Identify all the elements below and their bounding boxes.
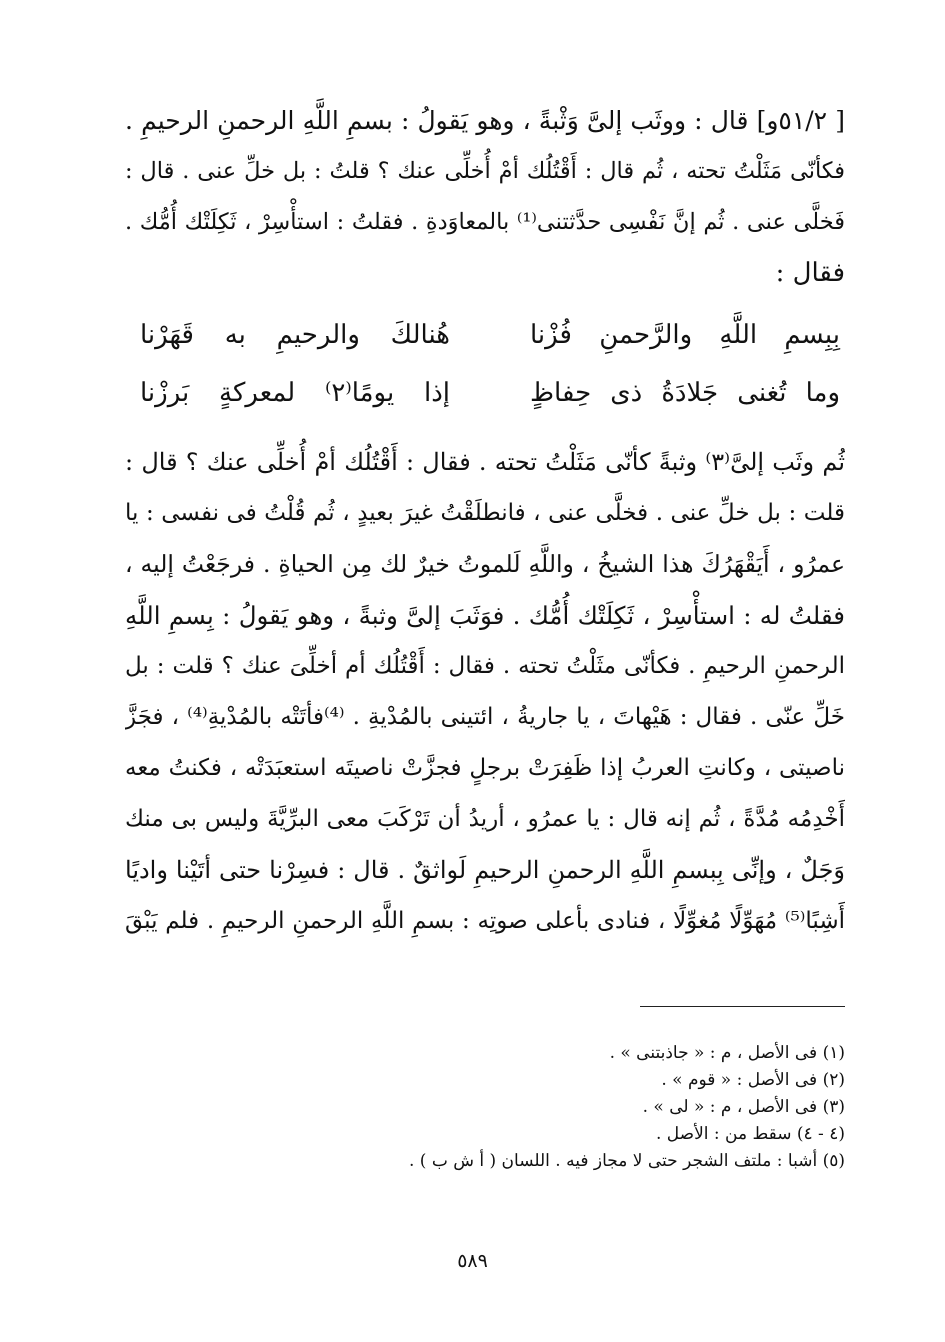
- text-line: وَجَلٌ ، وإنِّى بِبسمِ اللَّهِ الرحمنِ الرحيمِ لَواثقٌ . قال : فسِرْنا حتى أتَيْنا واديًا: [125, 856, 845, 884]
- text-line: فكأنّى مَثَلْتُ تحته ، ثُم قال : أَقْتُلُك أمْ أُخلِّى عنك ؟ قلتُ : بل خلِّ عنى . قال :: [125, 158, 845, 184]
- poem: [140, 320, 840, 430]
- text-line: الرحمنِ الرحيمِ . فكأنّى مثَلْتُ تحته . فقال : أَقْتُلُك أم أخلِّىَ عنك ؟ قلت : بل: [125, 653, 845, 679]
- text-line: [ ٥١/٢و] قال : ووثَب إلىَّ وَثْبةً ، وهو يَقولُ : بسمِ اللَّهِ الرحمنِ الرحيمِ .: [125, 106, 845, 135]
- poem-hemistich-second: هُنالكَ والرحيمِ به قَهَرْنا: [140, 320, 450, 350]
- text-line: أَشِبًا⁽⁵⁾ مُهَوِّلًا مُغوِّلًا ، فنادى بأعلى صوتِه : بسمِ اللَّهِ الرحمنِ الرحيمِ . فلم يَبْقَ: [125, 908, 845, 934]
- text-line: خَلِّ عنّى . فقال : هَيْهاتَ ، يا جاريةُ ، ائتينى بالمُدْيةِ . ⁽⁴⁾فأتَتْه بالمُدْيةِ⁽⁴⁾ ، فجَزَّ: [125, 704, 845, 730]
- paragraph-2: [125, 437, 845, 947]
- text-line: ناصيتى ، وكانتِ العربُ إذا ظَفِرَتْ برجلٍ فجزَّتْ ناصيتَه استعبَدَتْه ، فكنتُ معه: [125, 755, 845, 781]
- footnote: (٣) فى الأصل ، م : « لى » .: [642, 1097, 845, 1117]
- text-line: فَخلَّى عنى . ثُم إنَّ نَفْسِى حدَّثتنى⁽¹⁾ بالمعاوَدةِ . فقلتُ : استأْسِرْ ، ثَكِلَتْك أُمُّك .: [125, 209, 845, 235]
- text-line: قلت : بل خلِّ عنى . فخلَّى عنى ، فانطلَقْتُ غيرَ بعيدٍ ، ثُم قُلْتُ فى نفسى : يا: [125, 500, 845, 526]
- text-line: ثُم وثَب إلىَّ⁽٣⁾ وثبةً كأنّى مَثَلْتُ تحته . فقال : أَقْتُلُك أمْ أُخلِّى عنك ؟ قال :: [125, 448, 845, 476]
- poem-hemistich-first: وما تُغنى جَلادَةُ ذى حِفاظٍ: [530, 378, 840, 408]
- text-line: أَخْدِمُه مُدَّةً ، ثُم إنه قال : يا عمرُو ، أريدُ أن تَرْكَبَ معى البرِّيَّةَ وليس بى منك: [125, 806, 845, 832]
- footnote: (٤ - ٤) سقط من : الأصل .: [655, 1124, 845, 1144]
- poem-verse: [140, 378, 840, 418]
- footnote: (٥) أشبا : ملتف الشجر حتى لا مجاز فيه . اللسان ( أ ش ب ) .: [408, 1151, 845, 1171]
- poem-hemistich-second: إذا يومًا⁽٢⁾ لمعركةٍ بَرزْنا: [140, 378, 450, 408]
- footnotes: [300, 1040, 845, 1175]
- paragraph-1: [125, 95, 845, 299]
- footnote: (٢) فى الأصل : « قوم » .: [661, 1070, 845, 1090]
- footnote: (١) فى الأصل ، م : « جاذبتنى » .: [609, 1043, 845, 1063]
- text-line: فقلتُ له : استأْسِرْ ، ثَكِلَتْك أُمُّك . فوَثَبَ إلىَّ وثبةً ، وهو يَقولُ : بِسمِ اللَّهِ: [125, 601, 845, 630]
- page-number: ٥٨٩: [457, 1250, 488, 1272]
- text-line: فقال :: [775, 258, 845, 288]
- poem-hemistich-first: بِبِسمِ اللَّهِ والرَّحمنِ فُزْنا: [530, 320, 840, 350]
- poem-verse: [140, 320, 840, 360]
- footnote-separator: [640, 1006, 845, 1007]
- text-line: عمرُو ، أَيَقْهَرُكَ هذا الشيخُ ، واللَّهِ لَلموتُ خيرٌ لك مِن الحياةِ . فرجَعْتُ إليه ،: [125, 550, 845, 578]
